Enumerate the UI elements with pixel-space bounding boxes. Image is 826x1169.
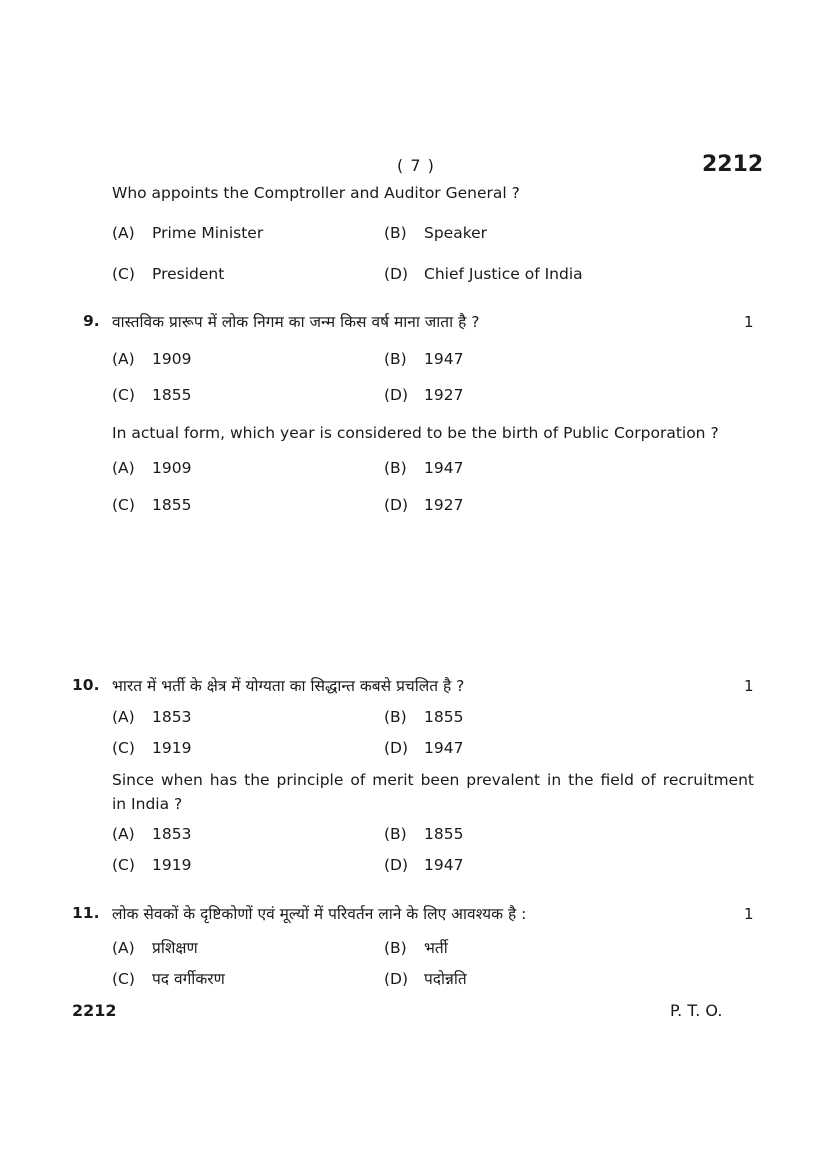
option-text: 1855: [424, 708, 464, 726]
q10-en-option-b: [384, 825, 463, 843]
option-label: (A): [112, 708, 135, 726]
option-text: 1947: [424, 739, 464, 757]
option-text: पद वर्गीकरण: [152, 970, 225, 988]
q9-number: 9.: [83, 312, 100, 330]
q10-hi-option-d: [384, 739, 463, 757]
option-text: President: [152, 265, 225, 283]
q10-hindi-text: भारत में भर्ती के क्षेत्र में योग्यता का सिद्धान्त कबसे प्रचलित है ?: [112, 677, 465, 695]
option-text: 1853: [152, 708, 192, 726]
q9-hi-option-b: [384, 350, 463, 368]
option-text: 1855: [424, 825, 464, 843]
q10-en-option-c: [112, 856, 191, 874]
q11-hi-option-a: [112, 936, 198, 958]
option-text: Prime Minister: [152, 224, 264, 242]
q10-hi-option-a: [112, 708, 191, 726]
q10-en-option-d: [384, 856, 463, 874]
q10-marks: 1: [744, 677, 754, 695]
option-label: (D): [384, 856, 409, 874]
option-label: (B): [384, 825, 407, 843]
q8-option-c: [112, 265, 224, 283]
q11-hindi-text: लोक सेवकों के दृष्टिकोणों एवं मूल्यों में परिवर्तन लाने के लिए आवश्यक है :: [112, 905, 527, 923]
option-label: (B): [384, 708, 407, 726]
option-label: (D): [384, 970, 409, 988]
option-label: (A): [112, 224, 135, 242]
option-label: (C): [112, 856, 135, 874]
option-text: 1855: [152, 386, 192, 404]
q8-english-text: Who appoints the Comptroller and Auditor General ?: [112, 184, 520, 202]
option-label: (C): [112, 386, 135, 404]
option-label: (B): [384, 350, 407, 368]
q10-english-line1: Since when has the principle of merit been prevalent in the field of recruitment: [112, 771, 754, 789]
option-text: 1909: [152, 459, 192, 477]
q8-option-b: [384, 224, 487, 242]
q11-number: 11.: [72, 904, 100, 922]
q11-hi-option-c: [112, 967, 225, 989]
q11-hi-option-d: [384, 967, 467, 989]
page-number: ( 7 ): [397, 156, 435, 175]
q9-en-option-a: [112, 459, 191, 477]
option-text: Speaker: [424, 224, 488, 242]
q8-option-a: [112, 224, 263, 242]
option-text: 1919: [152, 739, 192, 757]
option-label: (B): [384, 224, 407, 242]
q10-hi-option-b: [384, 708, 463, 726]
option-label: (D): [384, 265, 409, 283]
option-text: 1947: [424, 856, 464, 874]
option-text: 1947: [424, 350, 464, 368]
option-label: (C): [112, 496, 135, 514]
option-text: 1927: [424, 386, 464, 404]
option-label: (A): [112, 459, 135, 477]
q10-number: 10.: [72, 676, 100, 694]
option-text: 1927: [424, 496, 464, 514]
option-label: (C): [112, 739, 135, 757]
option-text: 1853: [152, 825, 192, 843]
option-label: (C): [112, 970, 135, 988]
q11-hi-option-b: [384, 936, 448, 958]
q9-hi-option-d: [384, 386, 463, 404]
q10-english-line2: in India ?: [112, 795, 183, 813]
option-text: पदोन्नति: [424, 970, 467, 988]
q9-hi-option-a: [112, 350, 191, 368]
pto-label: P. T. O.: [670, 1001, 723, 1020]
q9-marks: 1: [744, 313, 754, 331]
q10-en-option-a: [112, 825, 191, 843]
q9-hindi-text: वास्तविक प्रारूप में लोक निगम का जन्म किस वर्ष माना जाता है ?: [112, 313, 480, 331]
option-text: 1855: [152, 496, 192, 514]
q10-hi-option-c: [112, 739, 191, 757]
q9-en-option-b: [384, 459, 463, 477]
option-label: (A): [112, 939, 135, 957]
option-label: (A): [112, 350, 135, 368]
q11-marks: 1: [744, 905, 754, 923]
paper-code-header: 2212: [702, 152, 764, 177]
option-text: 1919: [152, 856, 192, 874]
option-label: (C): [112, 265, 135, 283]
q8-option-d: [384, 265, 583, 283]
option-label: (D): [384, 496, 409, 514]
option-label: (B): [384, 939, 407, 957]
option-label: (D): [384, 739, 409, 757]
q9-en-option-d: [384, 496, 463, 514]
option-text: प्रशिक्षण: [152, 939, 198, 957]
option-text: भर्ती: [424, 939, 448, 957]
q9-english-text: In actual form, which year is considered to be the birth of Public Corporation ?: [112, 424, 719, 442]
option-text: 1909: [152, 350, 192, 368]
q9-hi-option-c: [112, 386, 191, 404]
option-label: (B): [384, 459, 407, 477]
option-label: (A): [112, 825, 135, 843]
option-label: (D): [384, 386, 409, 404]
option-text: Chief Justice of India: [424, 265, 583, 283]
option-text: 1947: [424, 459, 464, 477]
q9-en-option-c: [112, 496, 191, 514]
paper-code-footer: 2212: [72, 1001, 117, 1020]
